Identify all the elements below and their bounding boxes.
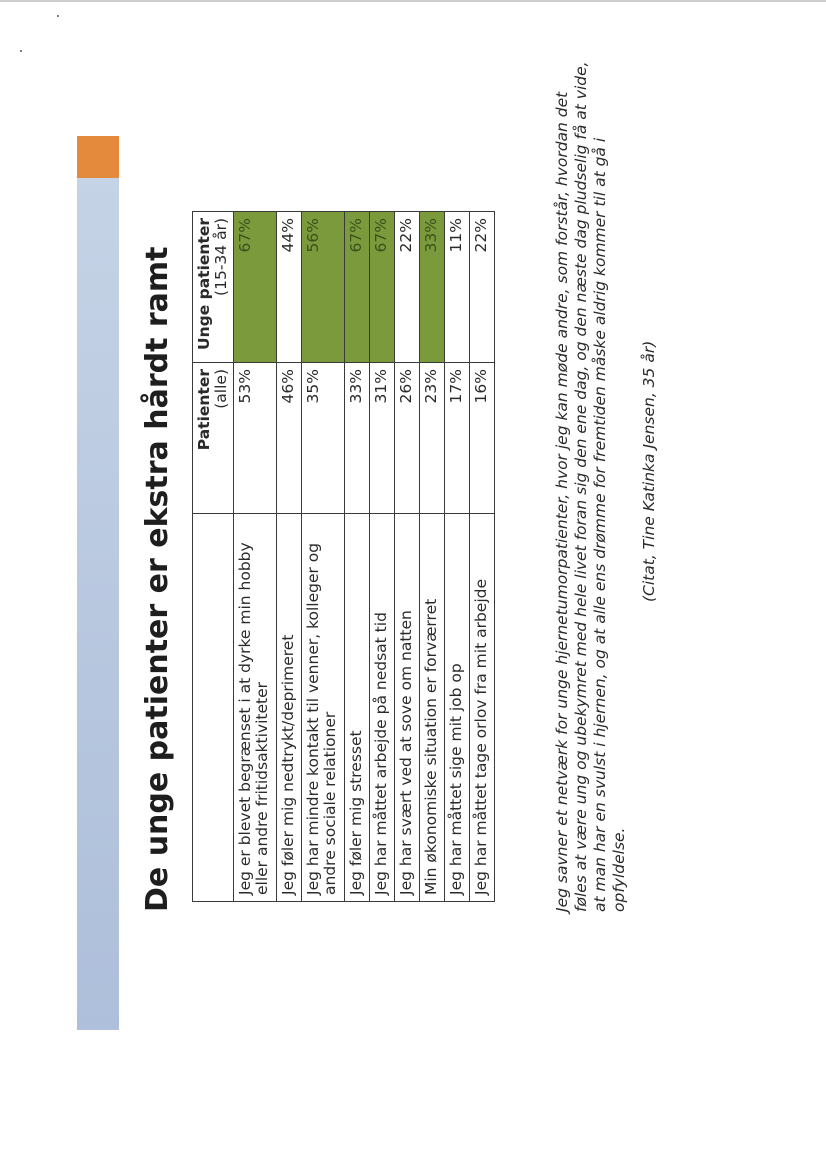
table-row	[302, 212, 345, 902]
row-all-value: 53%	[234, 363, 277, 514]
table-row	[420, 212, 445, 902]
header-young-line1: Unge patienter	[195, 218, 213, 351]
row-young-value: 33%	[420, 212, 445, 363]
row-all-value: 31%	[370, 363, 395, 514]
slide-title: De unge patienter er ekstra hårdt ramt	[140, 246, 175, 912]
quote-citation: (Citat, Tine Katinka Jensen, 35 år)	[640, 340, 658, 602]
table-row	[277, 212, 302, 902]
row-all-value: 17%	[445, 363, 470, 514]
row-young-value: 56%	[302, 212, 345, 363]
row-all-value: 23%	[420, 363, 445, 514]
row-label: Jeg føler mig nedtrykt/deprimeret	[277, 514, 302, 902]
table-row	[470, 212, 495, 902]
row-all-value: 16%	[470, 363, 495, 514]
statistics-table	[192, 211, 495, 902]
row-young-value: 67%	[234, 212, 277, 363]
row-label: Jeg føler mig stresset	[345, 514, 370, 902]
row-all-value: 35%	[302, 363, 345, 514]
row-young-value: 11%	[445, 212, 470, 363]
table-row	[234, 212, 277, 902]
blue-accent-bar	[77, 178, 119, 1030]
scan-speck	[57, 15, 59, 17]
row-label: Jeg har svært ved at sove om natten	[395, 514, 420, 902]
header-all-patients	[193, 363, 234, 514]
row-all-value: 46%	[277, 363, 302, 514]
header-all-line2: (alle)	[212, 369, 230, 409]
table-header-row	[193, 212, 234, 902]
table-row	[370, 212, 395, 902]
row-young-value: 67%	[345, 212, 370, 363]
rotated-slide	[130, 32, 690, 1032]
orange-accent-block	[77, 136, 119, 180]
header-all-line1: Patienter	[195, 369, 213, 451]
page-edge	[0, 0, 826, 2]
row-label: Jeg har mindre kontakt til venner, kolleger og andre sociale relationer	[302, 514, 345, 902]
row-label: Jeg har måttet tage orlov fra mit arbejde	[470, 514, 495, 902]
table-row	[445, 212, 470, 902]
table-row	[395, 212, 420, 902]
row-young-value: 44%	[277, 212, 302, 363]
row-label: Jeg er blevet begrænset i at dyrke min hobby eller andre fritidsaktiviteter	[234, 514, 277, 902]
row-all-value: 33%	[345, 363, 370, 514]
row-label: Min økonomiske situation er forværret	[420, 514, 445, 902]
row-label: Jeg har måttet arbejde på nedsat tid	[370, 514, 395, 902]
row-young-value: 67%	[370, 212, 395, 363]
header-young-patients	[193, 212, 234, 363]
table-row	[345, 212, 370, 902]
row-young-value: 22%	[395, 212, 420, 363]
row-label: Jeg har måttet sige mit job op	[445, 514, 470, 902]
row-all-value: 26%	[395, 363, 420, 514]
scan-speck	[20, 50, 22, 52]
patient-quote: Jeg savner et netværk for unge hjernetumorpatienter, hvor jeg kan møde andre, som forstår, hvordan det føles at være ung og ubekymret med hele livet foran sig den ene dag, og den næste dag pludselig få at vide, at man har en svulst i hjernen, og at alle ens drømme for fremtiden måske aldrig kommer til at gå i opfyldelse.	[553, 61, 628, 912]
row-young-value: 22%	[470, 212, 495, 363]
header-young-line2: (15-34 år)	[212, 218, 230, 296]
header-blank-cell	[193, 514, 234, 902]
